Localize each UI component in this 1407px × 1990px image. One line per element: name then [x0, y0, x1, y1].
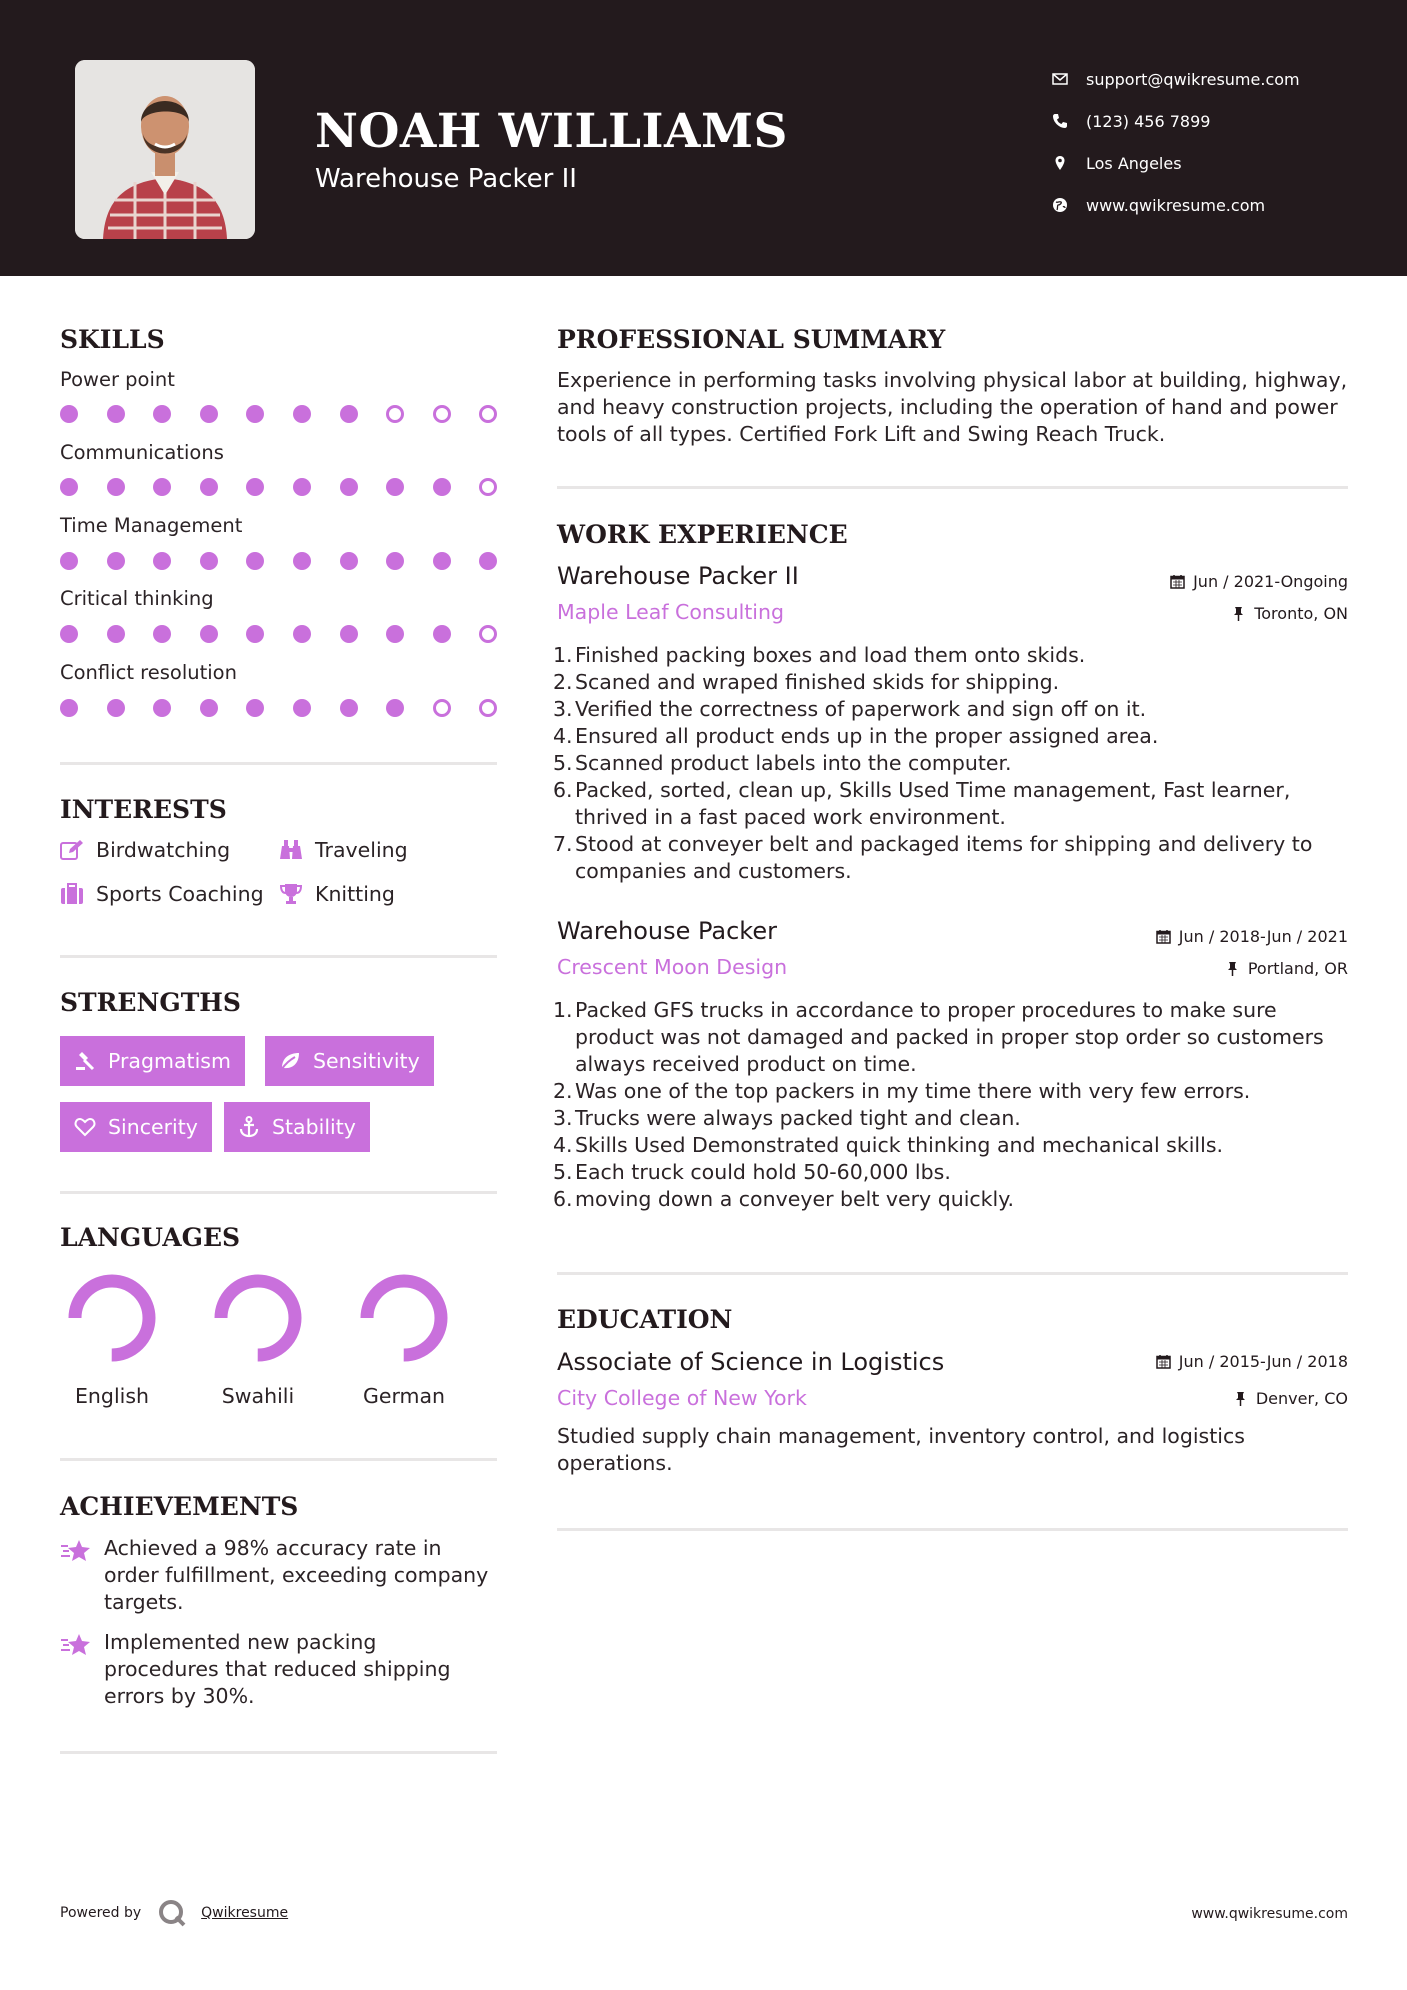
language-level-arc: [367, 1281, 441, 1355]
qwikresume-link[interactable]: Qwikresume: [201, 1905, 289, 1921]
section-divider: [557, 486, 1348, 489]
skill-rating: [60, 699, 526, 717]
rating-dot-filled: [60, 699, 78, 717]
rating-dot-empty: [479, 625, 497, 643]
job-responsibilities: [553, 642, 1359, 885]
location-text: Portland, OR: [1247, 959, 1348, 978]
list-item: 4. Skills Used Demonstrated quick thinking and mechanical skills.: [553, 1133, 1224, 1157]
skill-name: Critical thinking: [60, 587, 214, 610]
job-title: Warehouse Packer: [557, 917, 777, 945]
education-heading: EDUCATION: [557, 1305, 733, 1334]
section-divider: [557, 1272, 1348, 1275]
job-dates: [1170, 572, 1348, 591]
skill-rating: [60, 552, 526, 570]
rating-dot-filled: [200, 478, 218, 496]
rating-dot-empty: [386, 405, 404, 423]
achievement-text: Achieved a 98% accuracy rate in order fulfillment, exceeding company targets.: [104, 1536, 489, 1614]
list-item: 6. moving down a conveyer belt very quickly.: [553, 1187, 1014, 1211]
section-divider: [60, 955, 497, 958]
list-item: 3. Verified the correctness of paperwork and sign off on it.: [553, 697, 1147, 721]
rating-dot-filled: [340, 478, 358, 496]
education-location: [1233, 1389, 1348, 1408]
interest-item: [279, 882, 395, 906]
rating-dot-filled: [60, 625, 78, 643]
gavel-icon: [74, 1050, 96, 1072]
list-item: 1. Packed GFS trucks in accordance to proper procedures to make sure product was not damaged and packed in proper stop order so customers always received product on time.: [553, 998, 1324, 1076]
education-dates: [1156, 1352, 1348, 1371]
strength-label: Sincerity: [108, 1115, 198, 1139]
skills-heading: SKILLS: [60, 325, 165, 354]
rating-dot-filled: [60, 405, 78, 423]
rating-dot-filled: [200, 699, 218, 717]
phone-icon: [1052, 113, 1068, 129]
job-dates: [1156, 927, 1348, 946]
rating-dot-filled: [107, 478, 125, 496]
candidate-name: NOAH WILLIAMS: [315, 104, 788, 159]
rating-dot-filled: [153, 625, 171, 643]
section-divider: [60, 1751, 497, 1754]
contact-email[interactable]: [1052, 58, 1300, 100]
location-text: Toronto, ON: [1254, 604, 1348, 623]
strength-tag: [224, 1102, 370, 1152]
strength-tag: [60, 1036, 245, 1086]
rating-dot-filled: [433, 625, 451, 643]
rating-dot-filled: [153, 699, 171, 717]
rating-dot-filled: [107, 625, 125, 643]
pushpin-icon: [1225, 961, 1240, 976]
rating-dot-filled: [153, 405, 171, 423]
rating-dot-filled: [293, 552, 311, 570]
rating-dot-empty: [479, 405, 497, 423]
anchor-icon: [238, 1116, 260, 1138]
language-name: German: [362, 1384, 446, 1408]
language-level-ring: [358, 1272, 450, 1364]
rating-dot-filled: [340, 625, 358, 643]
rating-dot-filled: [200, 405, 218, 423]
rating-dot-empty: [433, 699, 451, 717]
strength-label: Stability: [272, 1115, 356, 1139]
school-name[interactable]: City College of New York: [557, 1386, 807, 1410]
pushpin-icon: [1231, 606, 1246, 621]
contact-text: Los Angeles: [1086, 153, 1182, 173]
rating-dot-filled: [60, 552, 78, 570]
list-item: 1. Finished packing boxes and load them onto skids.: [553, 643, 1086, 667]
rating-dot-filled: [246, 405, 264, 423]
list-item: 5. Each truck could hold 50-60,000 lbs.: [553, 1160, 951, 1184]
contact-location: [1052, 142, 1300, 184]
section-divider: [60, 762, 497, 765]
job-company[interactable]: Maple Leaf Consulting: [557, 600, 785, 624]
rating-dot-filled: [340, 552, 358, 570]
achievement-item: [60, 1629, 490, 1710]
skill-name: Conflict resolution: [60, 661, 237, 684]
heart-icon: [74, 1116, 96, 1138]
profile-photo: [75, 60, 255, 239]
contact-phone[interactable]: [1052, 100, 1300, 142]
languages-heading: LANGUAGES: [60, 1223, 241, 1252]
rating-dot-filled: [246, 625, 264, 643]
calendar-icon: [1156, 1354, 1171, 1369]
language-name: English: [74, 1384, 150, 1408]
rating-dot-empty: [433, 405, 451, 423]
interests-heading: INTERESTS: [60, 795, 227, 824]
rating-dot-empty: [479, 699, 497, 717]
achievements-heading: ACHIEVEMENTS: [60, 1492, 299, 1521]
rating-dot-filled: [293, 699, 311, 717]
interest-label: Knitting: [315, 882, 395, 906]
rating-dot-filled: [386, 699, 404, 717]
list-item: 2. Was one of the top packers in my time there with very few errors.: [553, 1079, 1251, 1103]
candidate-role: Warehouse Packer II: [315, 164, 577, 194]
section-divider: [557, 1528, 1348, 1531]
location-text: Denver, CO: [1255, 1389, 1348, 1408]
globe-icon: [1052, 197, 1068, 213]
binoculars-icon: [279, 839, 303, 861]
rating-dot-filled: [200, 625, 218, 643]
person-photo-image: [75, 60, 255, 239]
location-pin-icon: [1052, 155, 1068, 171]
job-location: [1231, 604, 1348, 623]
rating-dot-filled: [246, 552, 264, 570]
interest-item: [60, 838, 230, 862]
strengths-heading: STRENGTHS: [60, 988, 241, 1017]
job-company[interactable]: Crescent Moon Design: [557, 955, 788, 979]
rating-dot-filled: [107, 405, 125, 423]
language-item: [344, 1272, 464, 1408]
powered-by-text: Powered by: [60, 1905, 142, 1921]
rating-dot-filled: [200, 552, 218, 570]
achievement-item: [60, 1535, 490, 1616]
resume-header: [0, 0, 1407, 276]
rating-dot-filled: [293, 478, 311, 496]
trophy-icon: [279, 883, 303, 905]
rating-dot-filled: [340, 699, 358, 717]
dates-text: Jun / 2021-Ongoing: [1193, 572, 1348, 591]
calendar-icon: [1170, 574, 1185, 589]
degree-title: Associate of Science in Logistics: [557, 1348, 945, 1376]
dates-text: Jun / 2015-Jun / 2018: [1178, 1352, 1348, 1371]
pushpin-icon: [1233, 1391, 1248, 1406]
rating-dot-filled: [107, 699, 125, 717]
rating-dot-filled: [153, 552, 171, 570]
rating-dot-filled: [340, 405, 358, 423]
achievement-text: Implemented new packing procedures that reduced shipping errors by 30%.: [104, 1630, 451, 1708]
summary-text: Experience in performing tasks involving physical labor at building, highway, and heavy construction projects, including the operation of hand and power tools of all types. Certified Fork Lift and Swing Reach Truck.: [557, 368, 1348, 446]
interest-item: [60, 882, 264, 906]
qwikresume-logo-icon: [157, 1898, 187, 1928]
language-level-ring: [212, 1272, 304, 1364]
skill-name: Power point: [60, 368, 175, 391]
section-divider: [60, 1191, 497, 1194]
briefcase-icon: [60, 883, 84, 905]
strength-label: Sensitivity: [313, 1049, 420, 1073]
language-item: [198, 1272, 318, 1408]
rating-dot-filled: [293, 405, 311, 423]
language-level-arc: [221, 1281, 295, 1355]
skill-rating: [60, 478, 526, 496]
language-level-ring: [66, 1272, 158, 1364]
footer-url[interactable]: www.qwikresume.com: [1191, 1906, 1348, 1922]
list-item: 5. Scanned product labels into the computer.: [553, 751, 1012, 775]
contact-website[interactable]: [1052, 184, 1300, 226]
skill-rating: [60, 625, 526, 643]
language-name: Swahili: [221, 1384, 295, 1408]
list-item: 4. Ensured all product ends up in the proper assigned area.: [553, 724, 1159, 748]
interest-label: Traveling: [315, 838, 408, 862]
education-description: Studied supply chain management, inventory control, and logistics operations.: [557, 1424, 1245, 1475]
rating-dot-filled: [386, 552, 404, 570]
list-item: 7. Stood at conveyer belt and packaged items for shipping and delivery to companies and customers.: [553, 832, 1313, 883]
list-item: 2. Scaned and wraped finished skids for shipping.: [553, 670, 1060, 694]
job-location: [1225, 959, 1348, 978]
rating-dot-filled: [153, 478, 171, 496]
rating-dot-filled: [433, 552, 451, 570]
star-badge-icon: [60, 1631, 92, 1659]
interest-label: Sports Coaching: [96, 882, 264, 906]
envelope-icon: [1052, 71, 1068, 87]
language-item: [52, 1272, 172, 1408]
strength-tag: [60, 1102, 212, 1152]
rating-dot-filled: [433, 478, 451, 496]
section-divider: [60, 1458, 497, 1461]
footer-powered-by: [60, 1898, 288, 1928]
list-item: 6. Packed, sorted, clean up, Skills Used Time management, Fast learner, thrived in a fast paced work environment.: [553, 778, 1291, 829]
interest-label: Birdwatching: [96, 838, 231, 862]
contact-text: (123) 456 7899: [1086, 111, 1211, 131]
rating-dot-filled: [246, 699, 264, 717]
job-title: Warehouse Packer II: [557, 562, 799, 590]
work-experience-heading: WORK EXPERIENCE: [557, 520, 848, 549]
calendar-icon: [1156, 929, 1171, 944]
rating-dot-filled: [60, 478, 78, 496]
leaf-icon: [279, 1050, 301, 1072]
strength-label: Pragmatism: [108, 1049, 231, 1073]
skill-rating: [60, 405, 526, 423]
contact-text: support@qwikresume.com: [1086, 69, 1300, 89]
interest-item: [279, 838, 408, 862]
rating-dot-filled: [293, 625, 311, 643]
contact-list: [1052, 58, 1300, 226]
rating-dot-filled: [246, 478, 264, 496]
edit-icon: [60, 839, 84, 861]
skill-name: Communications: [60, 441, 224, 464]
rating-dot-filled: [386, 625, 404, 643]
dates-text: Jun / 2018-Jun / 2021: [1178, 927, 1348, 946]
job-responsibilities: [553, 997, 1359, 1213]
rating-dot-filled: [479, 552, 497, 570]
rating-dot-filled: [107, 552, 125, 570]
contact-text: www.qwikresume.com: [1086, 195, 1266, 215]
summary-heading: PROFESSIONAL SUMMARY: [557, 325, 946, 354]
rating-dot-filled: [386, 478, 404, 496]
skill-name: Time Management: [60, 514, 243, 537]
star-badge-icon: [60, 1537, 92, 1565]
list-item: 3. Trucks were always packed tight and clean.: [553, 1106, 1021, 1130]
language-level-arc: [75, 1281, 149, 1355]
rating-dot-empty: [479, 478, 497, 496]
strength-tag: [265, 1036, 434, 1086]
